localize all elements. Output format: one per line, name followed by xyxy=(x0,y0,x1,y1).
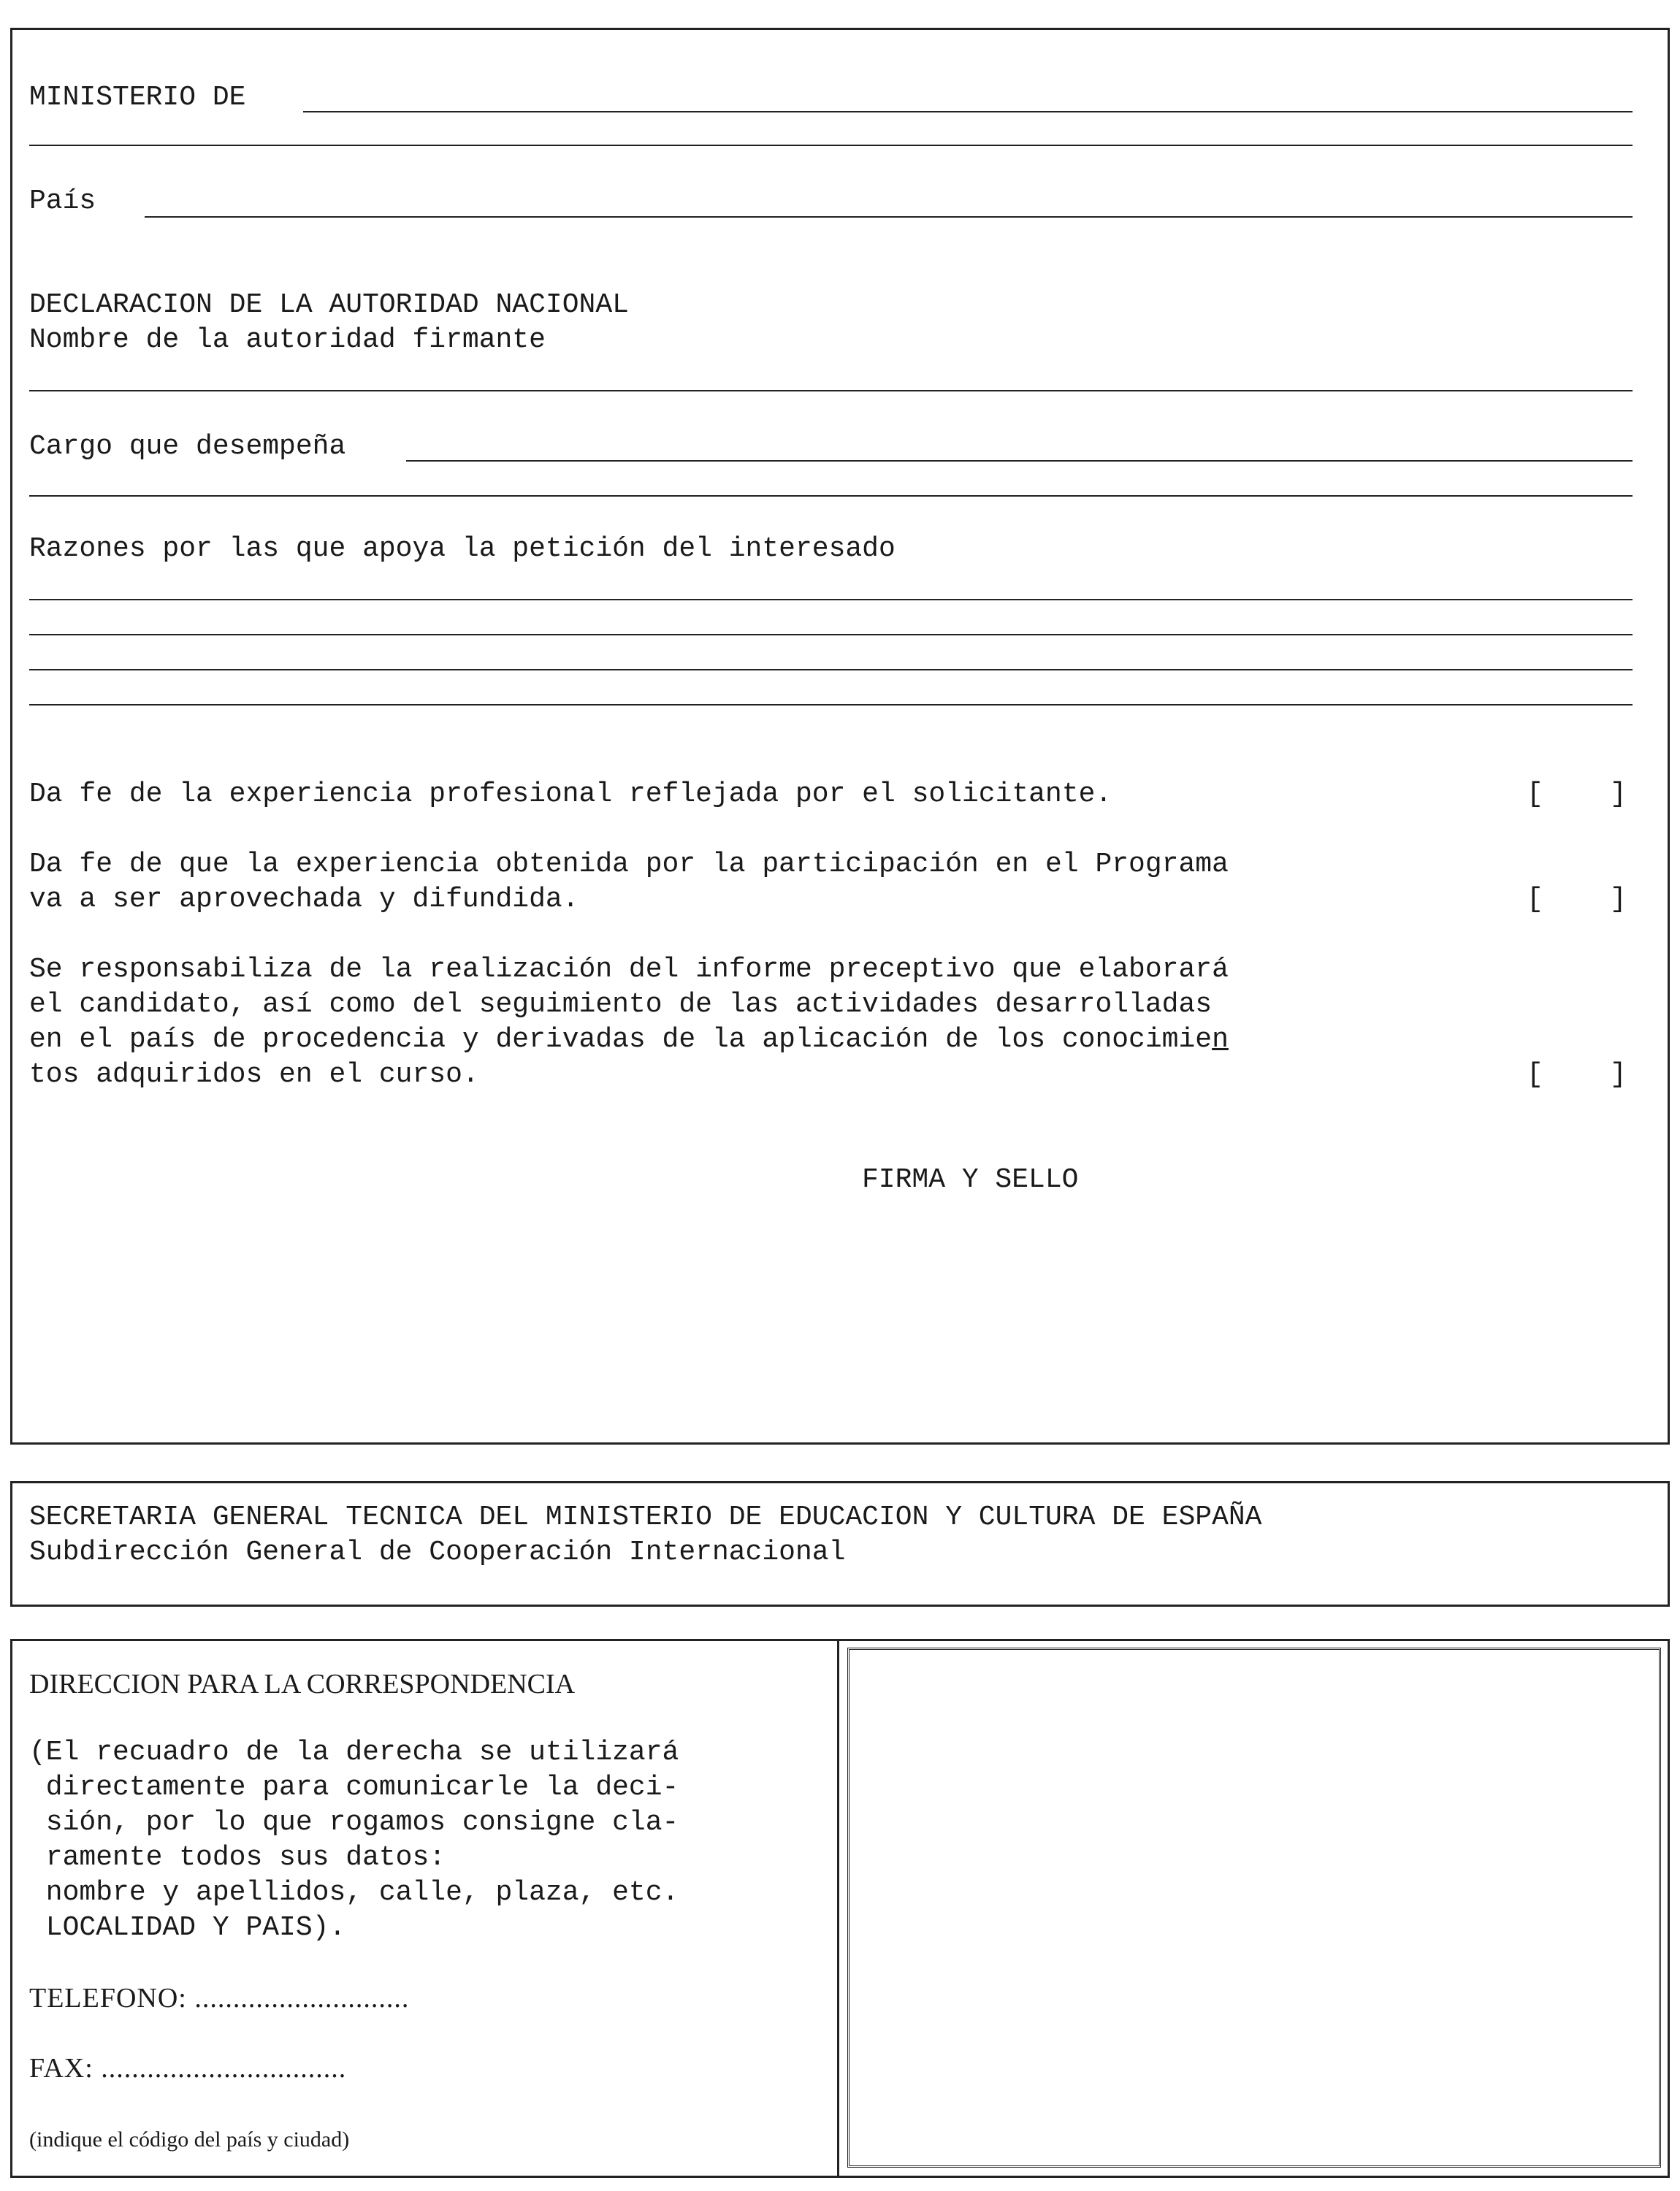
razones-line-1[interactable] xyxy=(29,599,1633,600)
pais-label: País xyxy=(29,186,96,217)
check2-line1: Da fe de que la experiencia obtenida por la participación en el Programa xyxy=(29,849,1229,880)
checkbox-3[interactable]: [ ] xyxy=(1527,1059,1627,1090)
nombre-label: Nombre de la autoridad firmante xyxy=(29,324,546,356)
fax-field[interactable]: FAX: ................................ xyxy=(29,2053,347,2084)
check2-line2: va a ser aprovechada y difundida. xyxy=(29,884,579,915)
note-line3: sión, por lo que rogamos consigne cla- xyxy=(29,1807,679,1838)
check3-line4: tos adquiridos en el curso. xyxy=(29,1059,479,1090)
nombre-field[interactable] xyxy=(29,390,1633,391)
check1-text: Da fe de la experiencia profesional reflejada por el solicitante. xyxy=(29,779,1112,810)
razones-line-2[interactable] xyxy=(29,634,1633,635)
declaration-box xyxy=(10,28,1670,1445)
address-box[interactable] xyxy=(847,1648,1661,2168)
razones-line-3[interactable] xyxy=(29,669,1633,670)
check3-line3-main: en el país de procedencia y derivadas de la aplicación de los conocimie xyxy=(29,1024,1213,1055)
cargo-field-line2[interactable] xyxy=(29,495,1633,497)
cargo-field[interactable] xyxy=(406,460,1633,462)
correspondencia-heading: DIRECCION PARA LA CORRESPONDENCIA xyxy=(29,1669,576,1699)
check3-line1: Se responsabiliza de la realización del informe preceptivo que elaborará xyxy=(29,954,1229,985)
check3-line2: el candidato, así como del seguimiento de las actividades desarrolladas xyxy=(29,989,1213,1020)
razones-line-4[interactable] xyxy=(29,704,1633,706)
ministerio-label: MINISTERIO DE xyxy=(29,82,246,113)
note-line1: (El recuadro de la derecha se utilizará xyxy=(29,1737,679,1768)
secretaria-line2: Subdirección General de Cooperación Internacional xyxy=(29,1537,846,1568)
cargo-label: Cargo que desempeña xyxy=(29,431,346,462)
note-line2: directamente para comunicarle la deci- xyxy=(29,1772,679,1803)
pais-field[interactable] xyxy=(145,216,1633,218)
correspondencia-divider xyxy=(837,1639,839,2178)
check3-line3 xyxy=(29,1022,1229,1058)
declaracion-heading: DECLARACION DE LA AUTORIDAD NACIONAL xyxy=(29,289,629,321)
checkbox-2[interactable]: [ ] xyxy=(1527,884,1627,915)
note-line4: ramente todos sus datos: xyxy=(29,1842,446,1873)
checkbox-1[interactable]: [ ] xyxy=(1527,779,1627,810)
telefono-field[interactable]: TELEFONO: ............................ xyxy=(29,1983,410,2014)
ministerio-field-line2[interactable] xyxy=(29,145,1633,146)
firma-label: FIRMA Y SELLO xyxy=(862,1164,1079,1196)
check3-line3-underlined: n xyxy=(1212,1024,1229,1055)
secretaria-line1: SECRETARIA GENERAL TECNICA DEL MINISTERIO DE EDUCACION Y CULTURA DE ESPAÑA xyxy=(29,1502,1262,1533)
razones-label: Razones por las que apoya la petición del interesado xyxy=(29,533,896,565)
note-line6: LOCALIDAD Y PAIS). xyxy=(29,1912,346,1943)
note-line5: nombre y apellidos, calle, plaza, etc. xyxy=(29,1877,679,1908)
codigo-note: (indique el código del país y ciudad) xyxy=(29,2127,350,2152)
ministerio-field[interactable] xyxy=(303,111,1633,112)
